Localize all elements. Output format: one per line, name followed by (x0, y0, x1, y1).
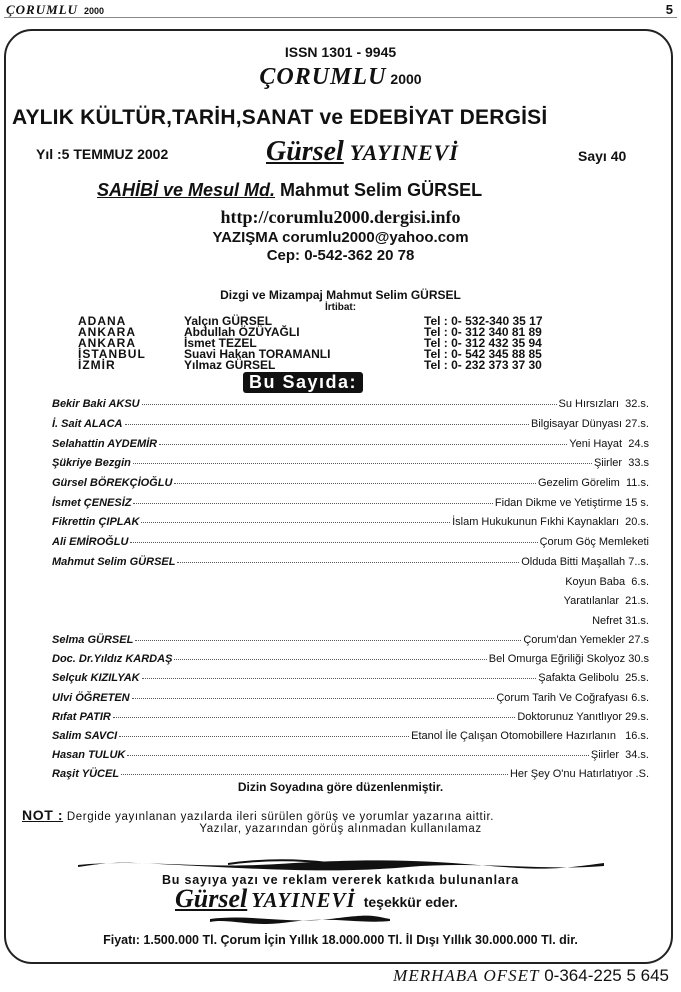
decorative-swash (78, 857, 604, 871)
toc-row: Selahattin AYDEMİR Yeni Hayat 24.s (52, 438, 649, 450)
magazine-year: 2000 (390, 71, 422, 87)
owner-label: SAHİBİ ve Mesul Md. (97, 180, 276, 200)
header-rule (4, 17, 677, 18)
toc-extra: Yaratılanlar 21.s. (563, 595, 649, 607)
toc-row: Selma GÜRSEL Çorum'dan Yemekler 27.s (52, 634, 649, 646)
contact-row: ADANA Yalçın GÜRSEL Tel : 0- 532-340 35 17 (78, 314, 543, 328)
contact-row: ANKARA Abdullah ÖZÜYAĞLI Tel : 0- 312 340 81 89 (78, 325, 542, 339)
phone-line: Cep: 0-542-362 20 78 (266, 247, 415, 264)
publisher-logo: Gürsel YAYINEVİ (266, 136, 459, 167)
toc-row: Ulvi ÖĞRETEN Çorum Tarih Ve Coğrafyası 6.s. (52, 692, 649, 704)
page-number: 5 (665, 2, 673, 17)
issn: ISSN 1301 - 9945 (284, 44, 397, 60)
owner-name: Mahmut Selim GÜRSEL (280, 180, 483, 200)
issue-date: Yıl :5 TEMMUZ 2002 (36, 146, 169, 162)
contact-title: İrtibat: (324, 302, 357, 313)
contact-row: ANKARA İsmet TEZEL Tel : 0- 312 432 35 94 (78, 336, 542, 350)
toc-row: Raşit YÜCEL Her Şey O'nu Hatırlatıyor .S. (52, 768, 649, 780)
toc-row: İ. Sait ALACA Bilgisayar Dünyası 27.s. (52, 418, 649, 430)
thanks-suffix: teşekkür eder. (363, 894, 458, 910)
running-header-title: ÇORUMLU 2000 (6, 2, 105, 17)
note-label: NOT : (22, 807, 64, 823)
printer-name: MERHABA OFSET (393, 966, 540, 985)
typesetting-credit: Dizgi ve Mizampaj Mahmut Selim GÜRSEL (220, 288, 461, 302)
price-line: Fiyatı: 1.500.000 Tl. Çorum İçin Yıllık 18.000.000 Tl. İl Dışı Yıllık 30.000.000 Tl. dir. (103, 933, 578, 947)
decorative-swash-small (210, 912, 390, 926)
printer-phone: 0-364-225 5 645 (544, 966, 669, 985)
toc-row: Şükriye Bezgin Şiirler 33.s (52, 457, 649, 469)
index-sort-note: Dizin Soyadına göre düzenlenmiştir. (237, 780, 444, 794)
contents-title: Bu Sayıda: (243, 372, 363, 393)
publisher-suffix: YAYINEVİ (349, 140, 459, 165)
toc-row: Gürsel BÖREKÇİOĞLU Gezelim Görelim 11.s. (52, 477, 649, 489)
issue-number: Sayı 40 (578, 148, 627, 164)
toc-extra: Nefret 31.s. (592, 615, 649, 627)
email-line: YAZIŞMA corumlu2000@yahoo.com (212, 229, 469, 246)
disclaimer: NOT : Dergide yayınlanan yazılarda ileri sürülen görüş ve yorumlar yazarına aittir. (22, 807, 495, 823)
toc-row: Hasan TULUK Şiirler 34.s. (52, 749, 649, 761)
toc-extra: Koyun Baba 6.s. (565, 576, 649, 588)
toc-row: Ali EMİROĞLU Çorum Göç Memleketi (52, 536, 649, 548)
owner-line (97, 180, 482, 201)
website-link[interactable]: http://corumlu2000.dergisi.info (220, 207, 461, 227)
magazine-subtitle: AYLIK KÜLTÜR,TARİH,SANAT ve EDEBİYAT DERGİSİ (12, 106, 548, 129)
magazine-title: ÇORUMLU 2000 (259, 64, 422, 90)
publisher-logo-footer: Gürsel YAYINEVİ teşekkür eder. (175, 884, 458, 913)
toc-row: Mahmut Selim GÜRSEL Olduda Bitti Maşallah 7..s. (52, 556, 649, 568)
toc-row: Doc. Dr.Yıldız KARDAŞ Bel Omurga Eğriliği Skolyoz 30.s (52, 653, 649, 665)
running-header-year: 2000 (84, 6, 105, 16)
toc-row: Fikrettin ÇIPLAK İslam Hukukunun Fıkhi Kaynakları 20.s. (52, 516, 649, 528)
toc-row: İsmet ÇENESİZ Fidan Dikme ve Yetiştirme 15 s. (52, 497, 649, 509)
toc-row: Bekir Baki AKSU Su Hırsızları 32.s. (52, 398, 649, 410)
thanks-line: Bu sayıya yazı ve reklam vererek katkıda bulunanlara (161, 873, 520, 887)
printer-credit (393, 966, 669, 986)
toc-row: Salim SAVCI Etanol İle Çalışan Otomobillere Hazırlanın 16.s. (52, 730, 649, 742)
contact-row: İZMİR Yılmaz GÜRSEL Tel : 0- 232 373 37 30 (78, 358, 542, 372)
toc-row: Rıfat PATIR Doktorunuz Yanıtlıyor 29.s. (52, 711, 649, 723)
toc-row: Selçuk KIZILYAK Şafakta Gelibolu 25.s. (52, 672, 649, 684)
contact-row: İSTANBUL Suavi Hakan TORAMANLI Tel : 0- 542 345 88 85 (78, 347, 542, 361)
disclaimer-line2: Yazılar, yazarından görüş alınmadan kullanılamaz (199, 823, 482, 835)
